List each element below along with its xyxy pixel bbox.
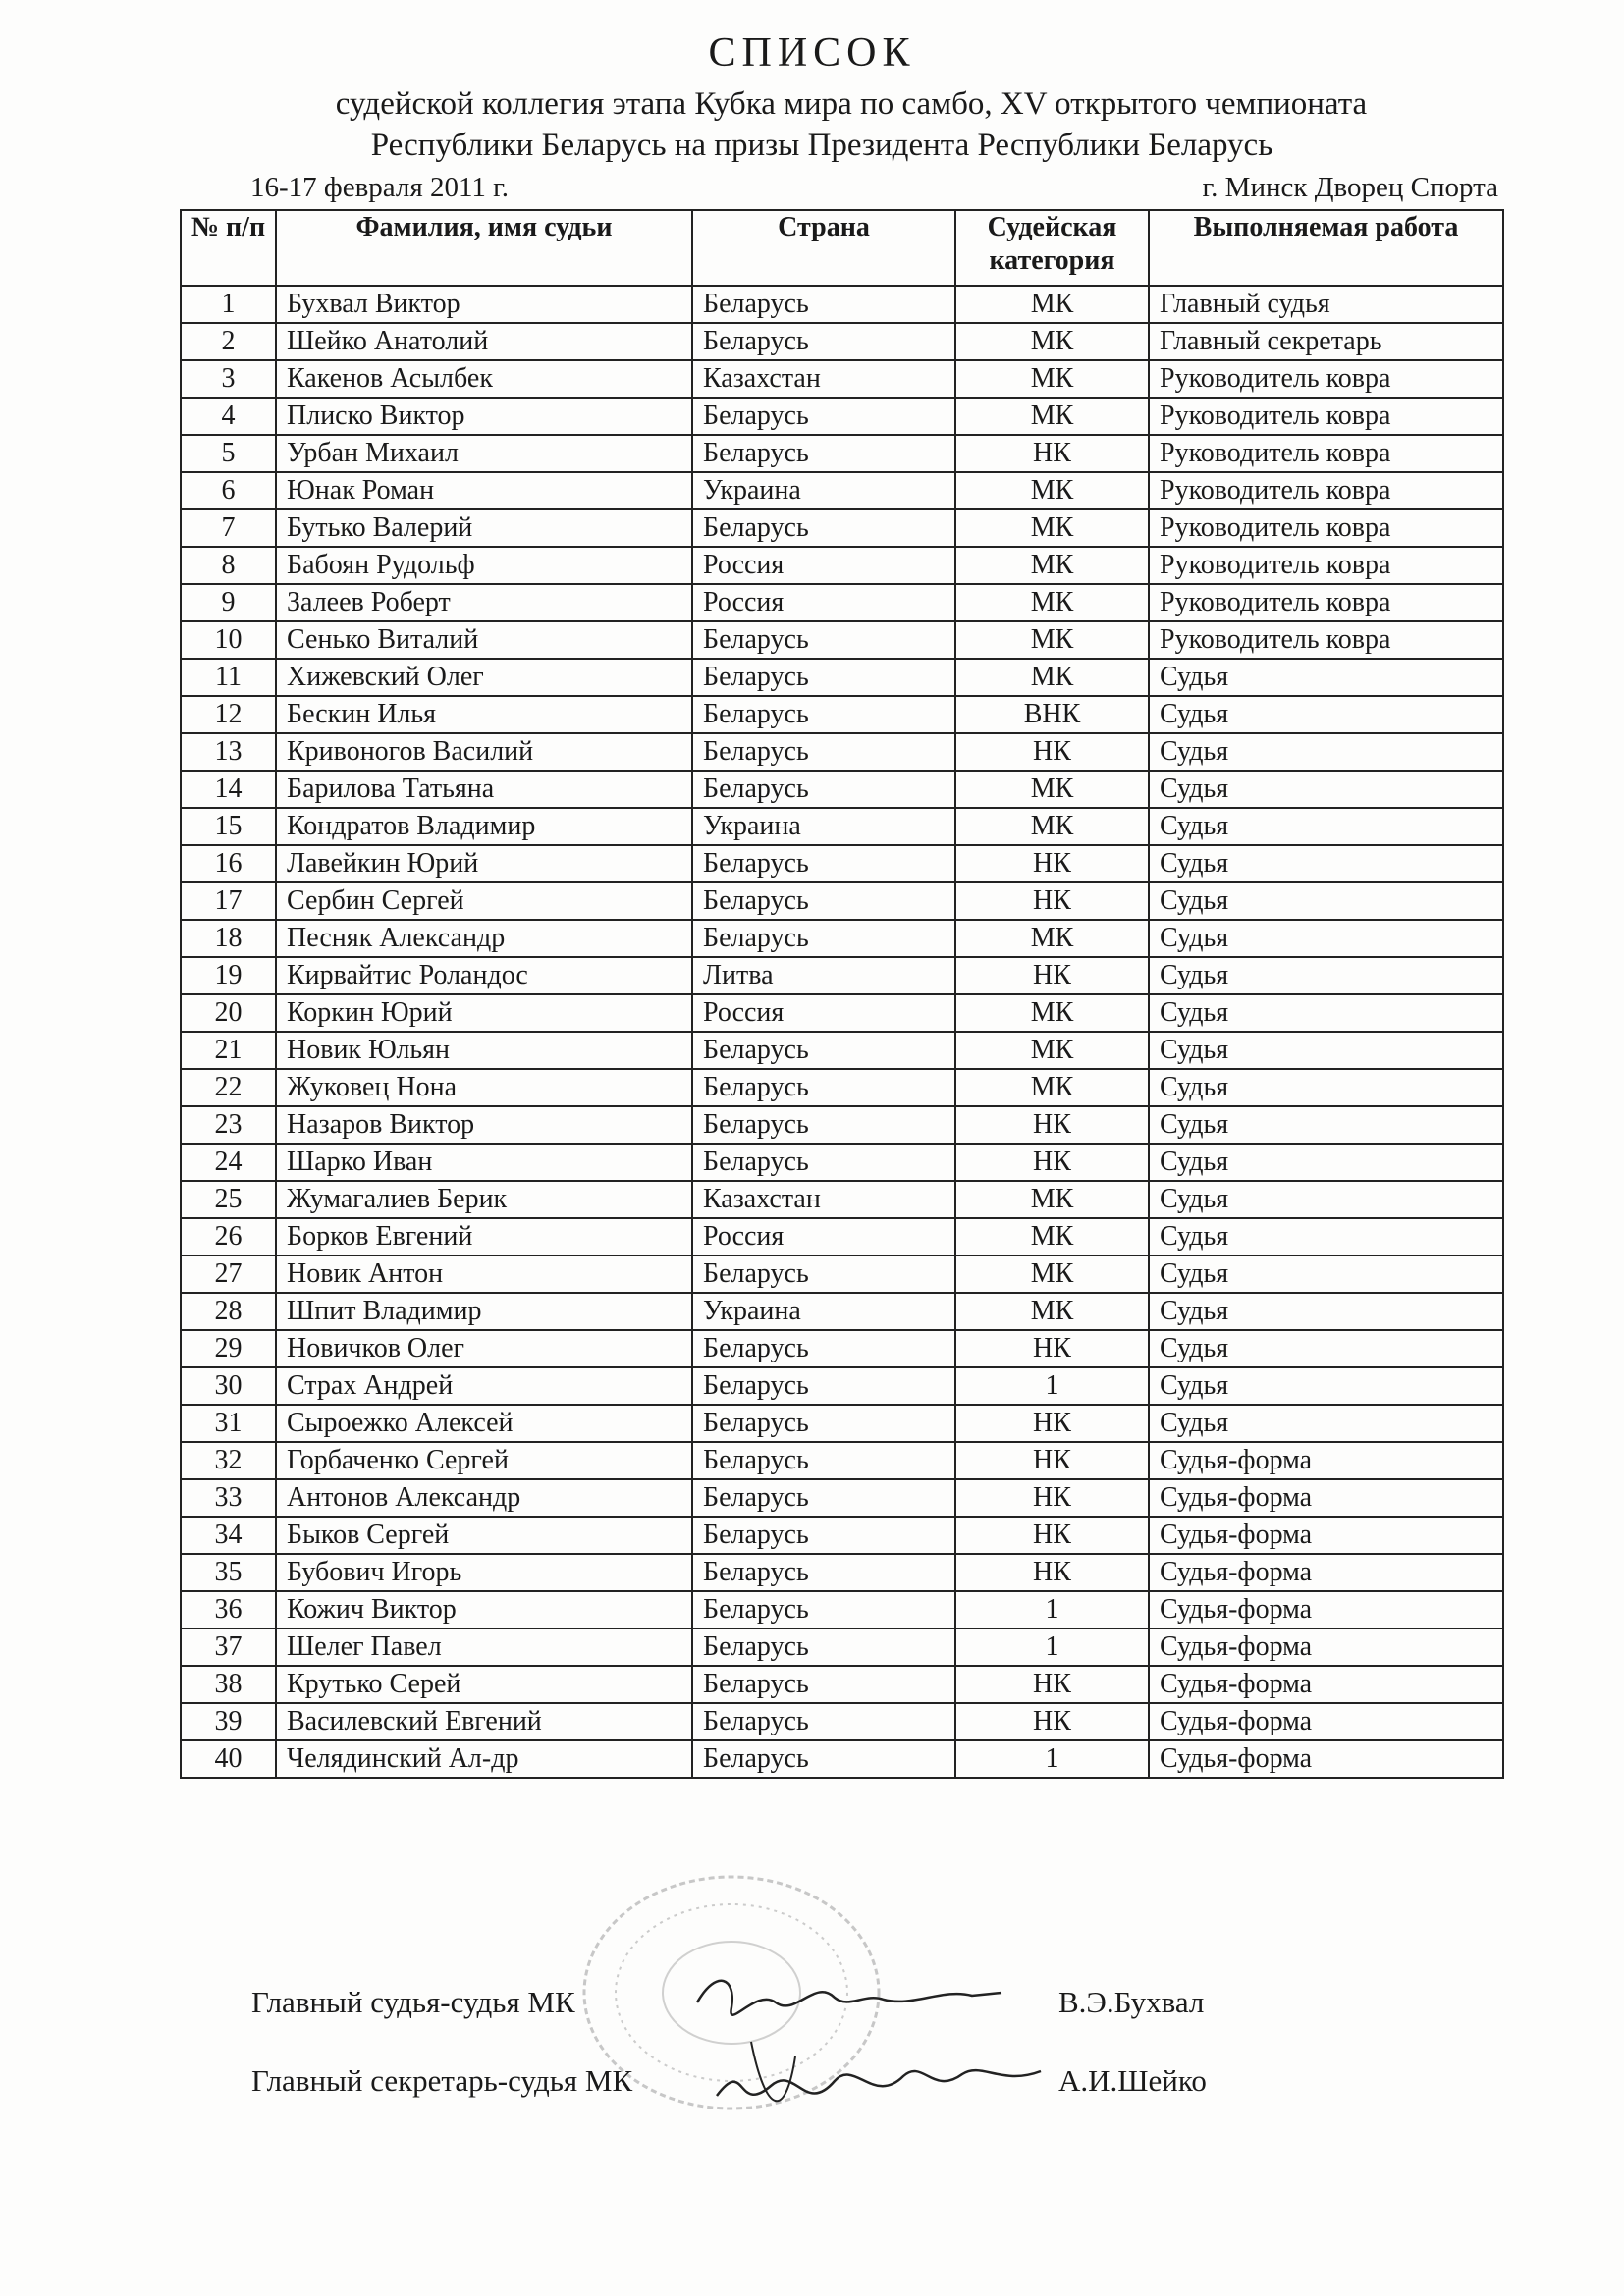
row-name: Горбаченко Сергей [276,1442,692,1479]
table-row [181,733,1503,771]
row-name: Песняк Александр [276,920,692,957]
row-country: Беларусь [692,1740,955,1778]
row-role: Судья-форма [1149,1629,1503,1666]
table-row [181,1106,1503,1144]
row-num: 15 [181,808,276,845]
row-country: Украина [692,808,955,845]
row-name: Борков Евгений [276,1218,692,1255]
row-country: Беларусь [692,659,955,696]
row-category: МК [955,398,1149,435]
row-num: 27 [181,1255,276,1293]
row-role: Судья-форма [1149,1703,1503,1740]
row-category: МК [955,994,1149,1032]
header-num: № п/п [181,210,276,286]
row-role: Главный судья [1149,286,1503,323]
row-category: ВНК [955,696,1149,733]
row-num: 33 [181,1479,276,1517]
row-country: Россия [692,584,955,621]
table-row [181,1181,1503,1218]
table-row [181,435,1503,472]
row-num: 14 [181,771,276,808]
document-title: СПИСОК [708,30,916,76]
row-role: Судья-форма [1149,1479,1503,1517]
row-country: Беларусь [692,1517,955,1554]
row-category: МК [955,659,1149,696]
row-name: Кривоногов Василий [276,733,692,771]
row-role: Судья [1149,994,1503,1032]
row-name: Хижевский Олег [276,659,692,696]
row-role: Руководитель ковра [1149,547,1503,584]
row-num: 31 [181,1405,276,1442]
row-num: 28 [181,1293,276,1330]
row-country: Беларусь [692,286,955,323]
table-row [181,1293,1503,1330]
table-row [181,509,1503,547]
row-num: 10 [181,621,276,659]
row-name: Жуковец Нона [276,1069,692,1106]
row-num: 40 [181,1740,276,1778]
row-num: 25 [181,1181,276,1218]
row-name: Залеев Роберт [276,584,692,621]
row-country: Беларусь [692,1330,955,1367]
row-num: 12 [181,696,276,733]
table-row [181,1367,1503,1405]
row-role: Судья [1149,1367,1503,1405]
row-category: МК [955,1069,1149,1106]
row-num: 32 [181,1442,276,1479]
row-num: 37 [181,1629,276,1666]
row-role: Руководитель ковра [1149,360,1503,398]
table-row [181,1032,1503,1069]
row-num: 6 [181,472,276,509]
table-header-row [181,210,1503,286]
row-name: Бухвал Виктор [276,286,692,323]
row-role: Судья [1149,882,1503,920]
row-role: Судья [1149,1330,1503,1367]
table-row [181,547,1503,584]
table-row [181,994,1503,1032]
row-num: 17 [181,882,276,920]
row-category: НК [955,1517,1149,1554]
chief-secretary-title: Главный секретарь-судья МК [251,2063,633,2098]
row-num: 20 [181,994,276,1032]
row-role: Судья [1149,696,1503,733]
row-country: Россия [692,994,955,1032]
table-row [181,584,1503,621]
row-country: Россия [692,547,955,584]
row-country: Беларусь [692,1405,955,1442]
row-name: Бутько Валерий [276,509,692,547]
row-country: Беларусь [692,1666,955,1703]
row-num: 16 [181,845,276,882]
row-country: Беларусь [692,733,955,771]
table-row [181,621,1503,659]
table-row [181,1442,1503,1479]
row-name: Какенов Асылбек [276,360,692,398]
row-role: Судья [1149,1106,1503,1144]
row-country: Беларусь [692,621,955,659]
row-role: Судья [1149,1181,1503,1218]
row-category: НК [955,1554,1149,1591]
row-name: Новик Антон [276,1255,692,1293]
row-country: Беларусь [692,435,955,472]
row-role: Судья [1149,1144,1503,1181]
row-role: Руководитель ковра [1149,435,1503,472]
row-country: Беларусь [692,1554,955,1591]
row-category: НК [955,1703,1149,1740]
row-category: НК [955,957,1149,994]
chief-judge-title: Главный судья-судья МК [251,1985,575,2019]
row-role: Руководитель ковра [1149,472,1503,509]
row-name: Новичков Олег [276,1330,692,1367]
row-role: Судья [1149,1069,1503,1106]
row-num: 3 [181,360,276,398]
row-category: НК [955,1106,1149,1144]
row-num: 5 [181,435,276,472]
row-category: МК [955,509,1149,547]
row-country: Беларусь [692,323,955,360]
row-country: Беларусь [692,1032,955,1069]
row-category: МК [955,771,1149,808]
row-role: Судья-форма [1149,1591,1503,1629]
row-role: Судья [1149,1218,1503,1255]
row-country: Казахстан [692,1181,955,1218]
row-country: Беларусь [692,882,955,920]
row-category: 1 [955,1629,1149,1666]
row-num: 30 [181,1367,276,1405]
row-category: НК [955,1405,1149,1442]
row-num: 22 [181,1069,276,1106]
row-num: 13 [181,733,276,771]
table-row [181,286,1503,323]
row-num: 8 [181,547,276,584]
table-row [181,1629,1503,1666]
table-row [181,808,1503,845]
row-category: НК [955,733,1149,771]
table-row [181,845,1503,882]
row-role: Судья [1149,659,1503,696]
row-name: Бескин Илья [276,696,692,733]
table-row [181,398,1503,435]
row-category: МК [955,808,1149,845]
row-num: 35 [181,1554,276,1591]
row-category: МК [955,360,1149,398]
row-role: Судья [1149,1032,1503,1069]
table-row [181,1330,1503,1367]
row-role: Судья-форма [1149,1666,1503,1703]
row-role: Руководитель ковра [1149,621,1503,659]
table-row [181,1218,1503,1255]
row-category: НК [955,882,1149,920]
row-name: Быков Сергей [276,1517,692,1554]
row-category: МК [955,1293,1149,1330]
row-country: Беларусь [692,696,955,733]
row-name: Бубович Игорь [276,1554,692,1591]
row-country: Беларусь [692,1591,955,1629]
row-role: Судья [1149,808,1503,845]
row-name: Коркин Юрий [276,994,692,1032]
table-row [181,1517,1503,1554]
table-row [181,1740,1503,1778]
row-name: Бабоян Рудольф [276,547,692,584]
row-num: 11 [181,659,276,696]
row-num: 36 [181,1591,276,1629]
row-category: НК [955,1479,1149,1517]
event-date: 16-17 февраля 2011 г. [250,172,509,203]
row-category: МК [955,621,1149,659]
row-name: Василевский Евгений [276,1703,692,1740]
row-category: МК [955,920,1149,957]
row-category: 1 [955,1367,1149,1405]
table-row [181,920,1503,957]
row-category: 1 [955,1740,1149,1778]
table-row [181,1405,1503,1442]
row-country: Беларусь [692,920,955,957]
row-name: Антонов Александр [276,1479,692,1517]
row-role: Судья-форма [1149,1442,1503,1479]
row-name: Шейко Анатолий [276,323,692,360]
table-row [181,1703,1503,1740]
row-category: МК [955,584,1149,621]
row-category: МК [955,1032,1149,1069]
row-country: Беларусь [692,845,955,882]
row-num: 2 [181,323,276,360]
row-country: Беларусь [692,1629,955,1666]
row-category: НК [955,1144,1149,1181]
row-category: МК [955,1255,1149,1293]
row-num: 1 [181,286,276,323]
row-country: Беларусь [692,1069,955,1106]
row-num: 38 [181,1666,276,1703]
header-country: Страна [692,210,955,286]
row-num: 19 [181,957,276,994]
table-row [181,696,1503,733]
row-name: Сербин Сергей [276,882,692,920]
row-name: Жумагалиев Берик [276,1181,692,1218]
row-name: Плиско Виктор [276,398,692,435]
row-name: Юнак Роман [276,472,692,509]
row-num: 7 [181,509,276,547]
row-country: Украина [692,472,955,509]
row-num: 21 [181,1032,276,1069]
row-num: 34 [181,1517,276,1554]
event-place: г. Минск Дворец Спорта [1202,172,1498,203]
row-role: Судья [1149,957,1503,994]
row-country: Беларусь [692,1442,955,1479]
header-name: Фамилия, имя судьи [276,210,692,286]
row-category: МК [955,1218,1149,1255]
row-name: Назаров Виктор [276,1106,692,1144]
row-name: Челядинский Ал-др [276,1740,692,1778]
row-num: 39 [181,1703,276,1740]
row-name: Лавейкин Юрий [276,845,692,882]
row-role: Судья [1149,1293,1503,1330]
row-role: Судья [1149,1405,1503,1442]
row-name: Сыроежко Алексей [276,1405,692,1442]
chief-judge-name: В.Э.Бухвал [1058,1985,1205,2019]
header-role: Выполняемая работа [1149,210,1503,286]
row-country: Украина [692,1293,955,1330]
table-row [181,472,1503,509]
row-category: МК [955,286,1149,323]
row-country: Беларусь [692,1367,955,1405]
row-name: Страх Андрей [276,1367,692,1405]
row-name: Урбан Михаил [276,435,692,472]
row-name: Шелег Павел [276,1629,692,1666]
chief-secretary-name: А.И.Шейко [1058,2063,1207,2098]
row-country: Беларусь [692,398,955,435]
table-row [181,1255,1503,1293]
row-role: Судья [1149,1255,1503,1293]
row-category: 1 [955,1591,1149,1629]
row-country: Беларусь [692,1144,955,1181]
row-name: Кирвайтис Роландос [276,957,692,994]
table-row [181,1069,1503,1106]
row-role: Руководитель ковра [1149,398,1503,435]
row-country: Беларусь [692,1106,955,1144]
row-role: Руководитель ковра [1149,509,1503,547]
table-row [181,659,1503,696]
table-row [181,957,1503,994]
handwritten-signatures [677,1949,1051,2145]
table-row [181,1666,1503,1703]
row-category: МК [955,323,1149,360]
row-role: Судья [1149,771,1503,808]
row-country: Беларусь [692,509,955,547]
row-name: Шпит Владимир [276,1293,692,1330]
table-row [181,360,1503,398]
table-row [181,323,1503,360]
row-num: 29 [181,1330,276,1367]
row-category: НК [955,1330,1149,1367]
row-name: Шарко Иван [276,1144,692,1181]
row-country: Беларусь [692,1255,955,1293]
row-role: Главный секретарь [1149,323,1503,360]
document-subtitle-line1: судейской коллегия этапа Кубка мира по самбо, XV открытого чемпионата [335,86,1368,122]
row-category: НК [955,435,1149,472]
row-role: Судья-форма [1149,1554,1503,1591]
row-name: Барилова Татьяна [276,771,692,808]
row-country: Беларусь [692,1479,955,1517]
table-row [181,1591,1503,1629]
row-num: 23 [181,1106,276,1144]
judges-table-body [181,286,1503,1778]
row-category: НК [955,1442,1149,1479]
row-name: Крутько Серей [276,1666,692,1703]
row-num: 9 [181,584,276,621]
row-category: МК [955,1181,1149,1218]
row-category: МК [955,547,1149,584]
row-role: Судья [1149,845,1503,882]
row-name: Новик Юльян [276,1032,692,1069]
row-country: Беларусь [692,1703,955,1740]
row-category: МК [955,472,1149,509]
row-name: Кожич Виктор [276,1591,692,1629]
row-num: 26 [181,1218,276,1255]
row-category: НК [955,845,1149,882]
table-row [181,771,1503,808]
row-category: НК [955,1666,1149,1703]
row-role: Судья [1149,733,1503,771]
row-name: Сенько Виталий [276,621,692,659]
row-role: Руководитель ковра [1149,584,1503,621]
row-country: Беларусь [692,771,955,808]
row-num: 18 [181,920,276,957]
row-country: Литва [692,957,955,994]
row-country: Россия [692,1218,955,1255]
row-role: Судья-форма [1149,1740,1503,1778]
row-country: Казахстан [692,360,955,398]
table-row [181,1554,1503,1591]
row-role: Судья-форма [1149,1517,1503,1554]
judges-table [180,209,1504,1779]
row-name: Кондратов Владимир [276,808,692,845]
row-num: 24 [181,1144,276,1181]
row-role: Судья [1149,920,1503,957]
document-subtitle-line2: Республики Беларусь на призы Президента Республики Беларусь [370,128,1273,163]
row-num: 4 [181,398,276,435]
table-row [181,1479,1503,1517]
header-category: Судейская категория [955,210,1149,286]
table-row [181,1144,1503,1181]
table-row [181,882,1503,920]
